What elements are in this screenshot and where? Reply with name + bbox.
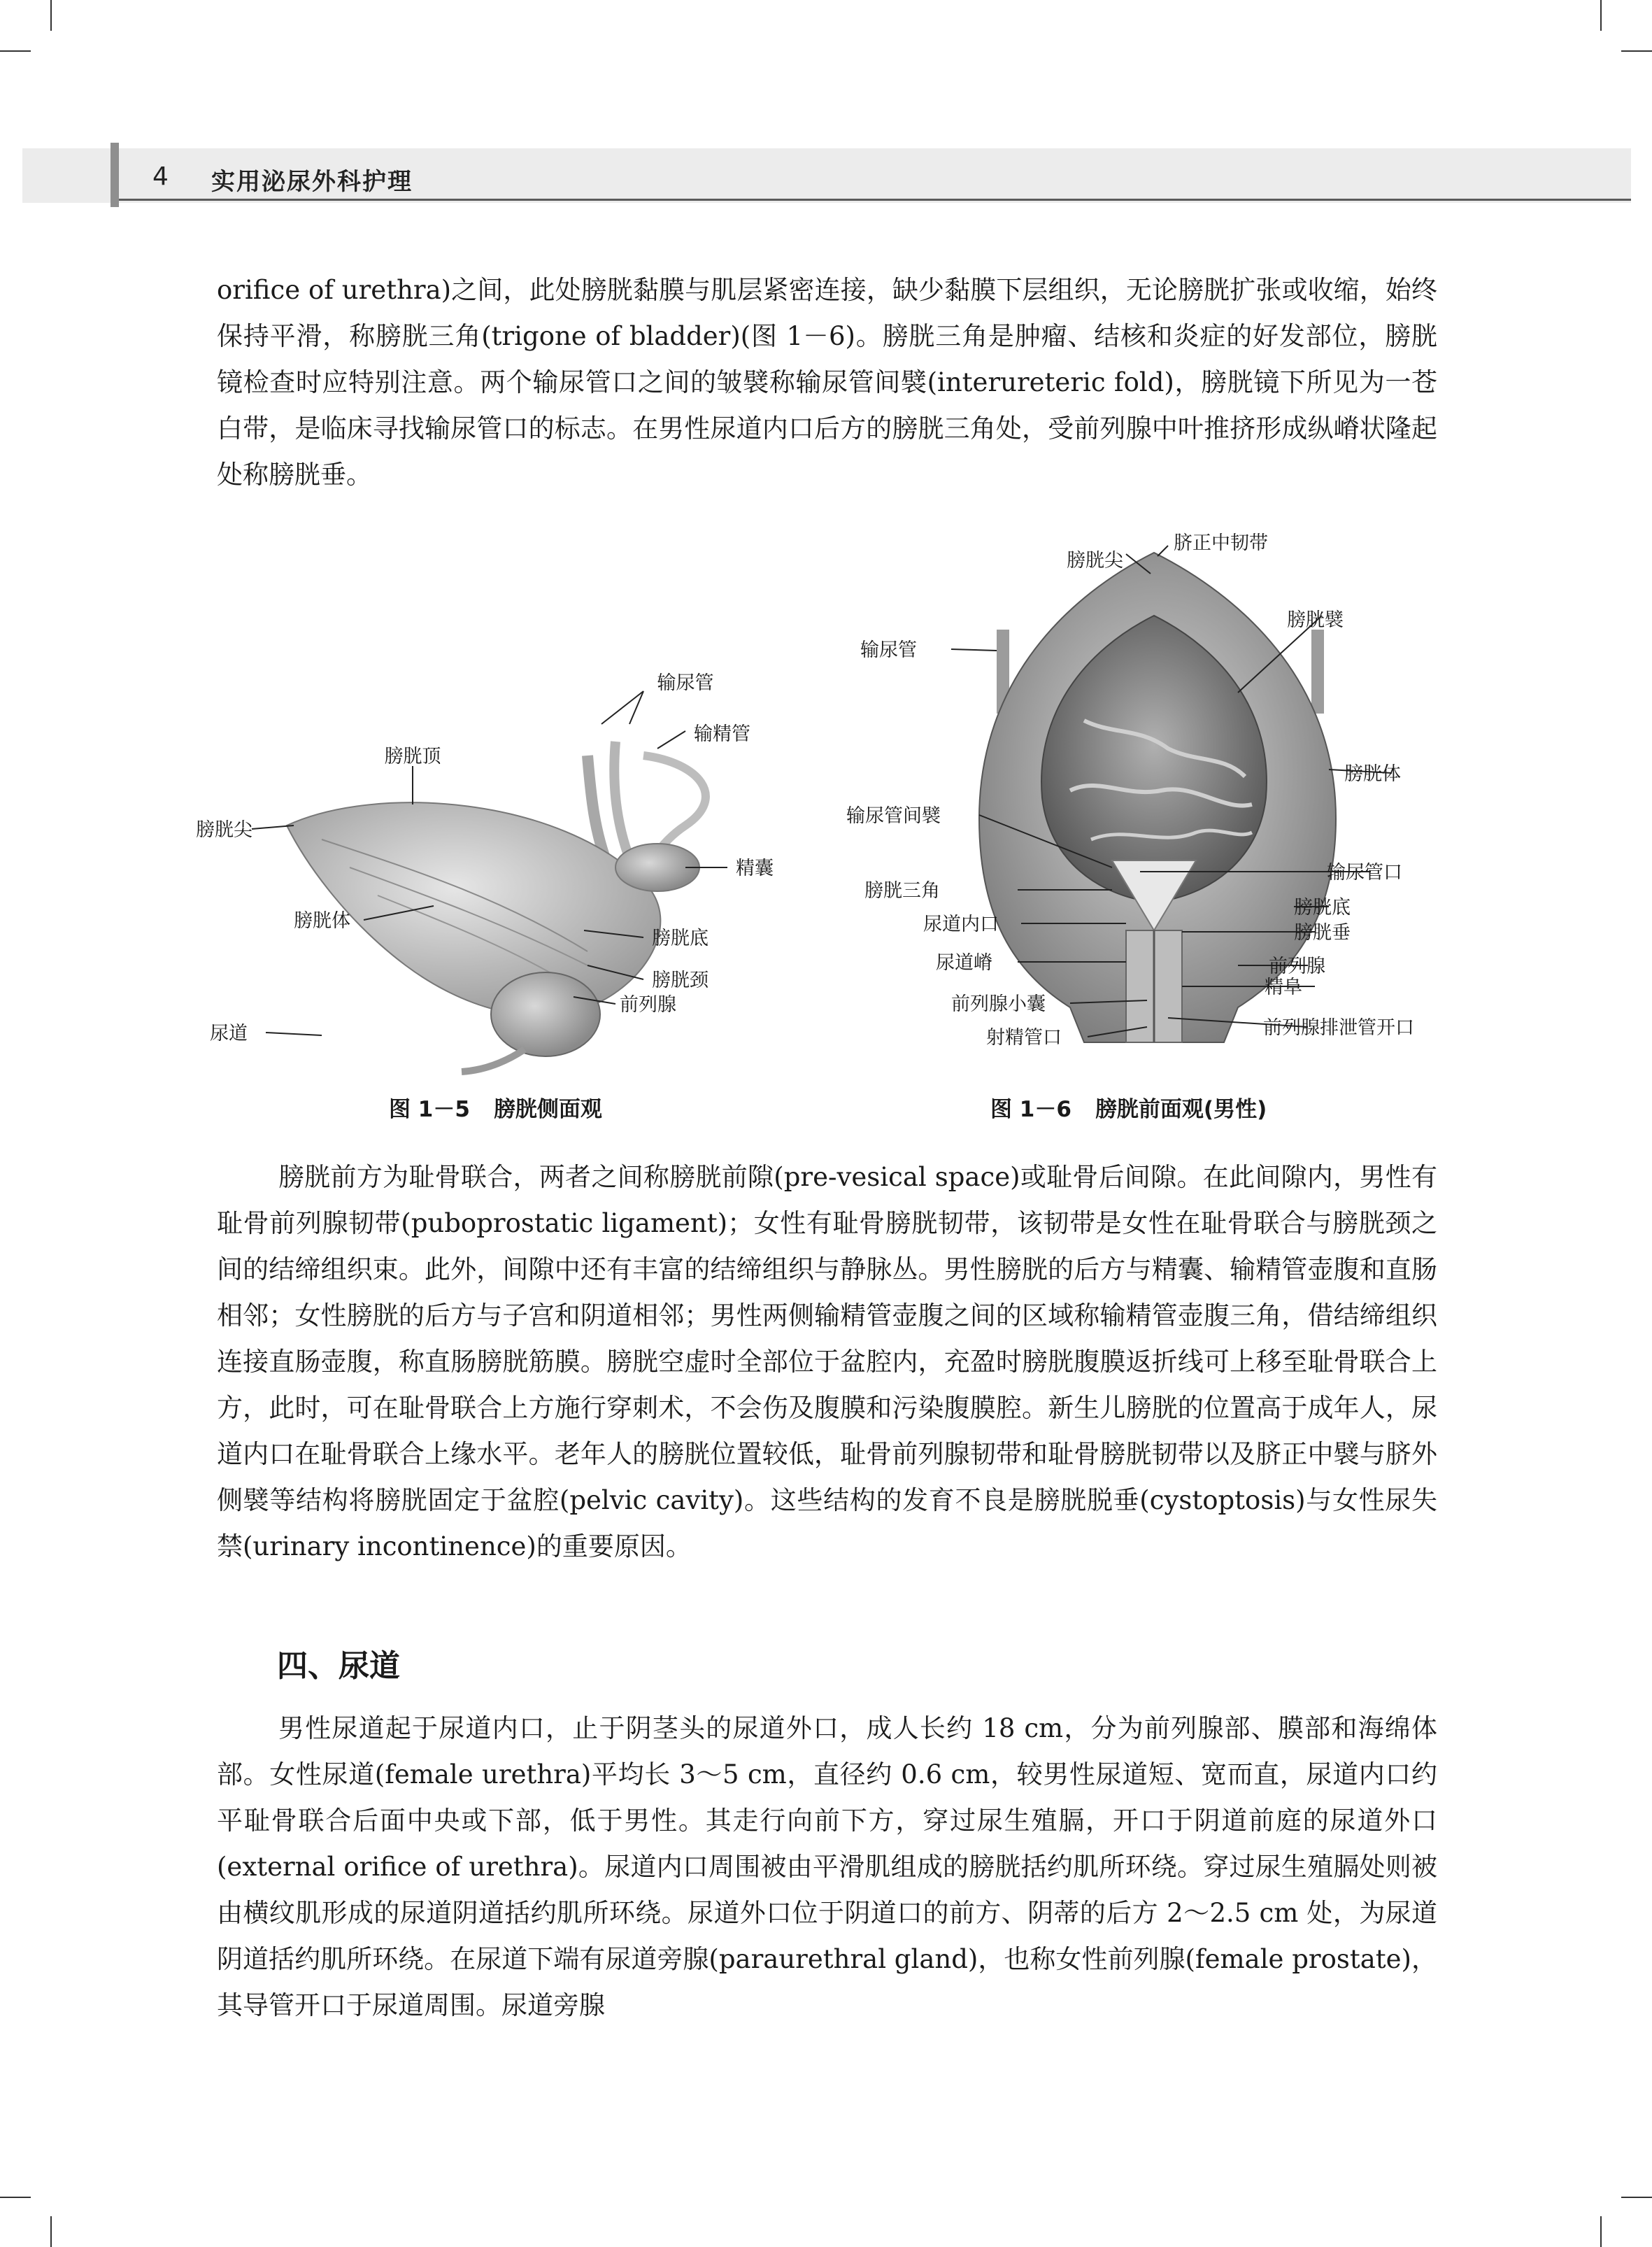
- label-urethra: 尿道: [210, 1023, 248, 1044]
- page-number: 4: [152, 162, 169, 191]
- label-vas-deferens: 输精管: [694, 723, 750, 745]
- book-title: 实用泌尿外科护理: [211, 168, 413, 196]
- label-bladder-top: 膀胱顶: [384, 746, 441, 767]
- crop-mark: [1621, 2197, 1652, 2198]
- caption-title: 膀胱前面观(男性): [1095, 1097, 1267, 1122]
- label-bladder-body: 膀胱体: [294, 910, 350, 932]
- crop-mark: [0, 50, 31, 52]
- label-urethral-crest: 尿道嵴: [936, 952, 992, 974]
- crop-mark: [50, 2216, 52, 2247]
- label-prostatic-duct-openings: 前列腺排泄管开口: [1263, 1017, 1414, 1039]
- header-accent-bar: [111, 143, 119, 207]
- figure-1-5: [196, 658, 811, 1077]
- crop-mark: [0, 2197, 31, 2198]
- bladder-anterior-illustration: [846, 525, 1448, 1070]
- caption-title: 膀胱侧面观: [493, 1097, 602, 1122]
- label-ureteric-orifice: 输尿管口: [1327, 862, 1402, 884]
- label-seminal-vesicle: 精囊: [736, 858, 774, 879]
- label-bladder-fundus: 膀胱底: [1294, 897, 1351, 919]
- label-interureteric-fold: 输尿管间襞: [846, 805, 941, 827]
- figure-caption: [990, 1091, 1267, 1123]
- label-trigone: 膀胱三角: [864, 880, 940, 902]
- caption-number: 图 1－5: [389, 1097, 470, 1122]
- bladder-lateral-illustration: [196, 658, 811, 1077]
- label-prostate: 前列腺: [620, 994, 676, 1016]
- label-bladder-apex: 膀胱尖: [1067, 550, 1123, 572]
- label-ejaculatory-duct: 射精管口: [986, 1027, 1062, 1049]
- body-paragraph: orifice of urethra)之间，此处膀胱黏膜与肌层紧密连接，缺少黏膜下层组织，无论膀胱扩张或收缩，始终保持平滑，称膀胱三角(trigone of bladder)(图 1－6)。膀胱三角是肿瘤、结核和炎症的好发部位，膀胱镜检查时应特别注意。两个输尿管口之间的皱襞称输尿管间襞(interureteric fold)，膀胱镜下所见为一苍白带，是临床寻找输尿管口的标志。在男性尿道内口后方的膀胱三角处，受前列腺中叶推挤形成纵嵴状隆起处称膀胱垂。: [217, 275, 1437, 490]
- label-prostatic-utricle: 前列腺小囊: [951, 993, 1046, 1015]
- label-bladder-uvula: 膀胱垂: [1294, 922, 1351, 944]
- body-paragraph: 膀胱前方为耻骨联合，两者之间称膀胱前隙(pre-vesical space)或耻骨后间隙。在此间隙内，男性有耻骨前列腺韧带(puboprostatic ligament)；女性有耻骨膀胱韧带，该韧带是女性在耻骨联合与膀胱颈之间的结缔组织束。此外，间隙中还有丰富的结缔组织与静脉丛。男性膀胱的后方与精囊、输精管壶腹和直肠相邻；女性膀胱的后方与子宫和阴道相邻；男性两侧输精管壶腹之间的区域称输精管壶腹三角，借结缔组织连接直肠壶腹，称直肠膀胱筋膜。膀胱空虚时全部位于盆腔内，充盈时膀胱腹膜返折线可上移至耻骨联合上方，此时，可在耻骨联合上方施行穿刺术，不会伤及腹膜和污染腹膜腔。新生儿膀胱的位置高于成年人，尿道内口在耻骨联合上缘水平。老年人的膀胱位置较低，耻骨前列腺韧带和耻骨膀胱韧带以及脐正中襞与脐外侧襞等结构将膀胱固定于盆腔(pelvic cavity)。这些结构的发育不良是膀胱脱垂(cystoptosis)与女性尿失禁(urinary incontinence)的重要原因。: [217, 1162, 1437, 1561]
- label-median-umbilical-ligament: 脐正中韧带: [1174, 532, 1268, 554]
- crop-mark: [1600, 2216, 1602, 2247]
- label-bladder-fold: 膀胱襞: [1287, 609, 1344, 631]
- crop-mark: [1621, 50, 1652, 52]
- label-bladder-neck: 膀胱颈: [652, 970, 708, 991]
- section-heading: 四、尿道: [277, 1648, 400, 1684]
- label-seminal-colliculus: 精阜: [1265, 977, 1302, 998]
- label-prostate: 前列腺: [1269, 956, 1325, 977]
- label-ureter: 输尿管: [860, 639, 917, 661]
- label-ureter: 输尿管: [657, 672, 714, 694]
- figure-1-6: [846, 525, 1448, 1070]
- body-paragraph: 男性尿道起于尿道内口，止于阴茎头的尿道外口，成人长约 18 cm，分为前列腺部、膜部和海绵体部。女性尿道(female urethra)平均长 3～5 cm，直径约 0.6 cm，较男性尿道短、宽而直，尿道内口约平耻骨联合后面中央或下部，低于男性。其走行向前下方，穿过尿生殖膈，开口于阴道前庭的尿道外口(external orifice of urethra)。尿道内口周围被由平滑肌组成的膀胱括约肌所环绕。穿过尿生殖膈处则被由横纹肌形成的尿道阴道括约肌所环绕。尿道外口位于阴道口的前方、阴蒂的后方 2～2.5 cm 处，为尿道阴道括约肌所环绕。在尿道下端有尿道旁腺(paraurethral gland)，也称女性前列腺(female prostate)，其导管开口于尿道周围。尿道旁腺: [217, 1713, 1437, 2020]
- figure-caption: [389, 1091, 602, 1123]
- label-bladder-body: 膀胱体: [1344, 763, 1401, 785]
- crop-mark: [1600, 0, 1602, 31]
- crop-mark: [50, 0, 52, 31]
- label-bladder-apex: 膀胱尖: [196, 819, 252, 841]
- label-bladder-fundus: 膀胱底: [652, 928, 708, 949]
- label-internal-urethral-orifice: 尿道内口: [923, 914, 999, 935]
- header-rule: [119, 199, 1631, 201]
- caption-number: 图 1－6: [990, 1097, 1071, 1122]
